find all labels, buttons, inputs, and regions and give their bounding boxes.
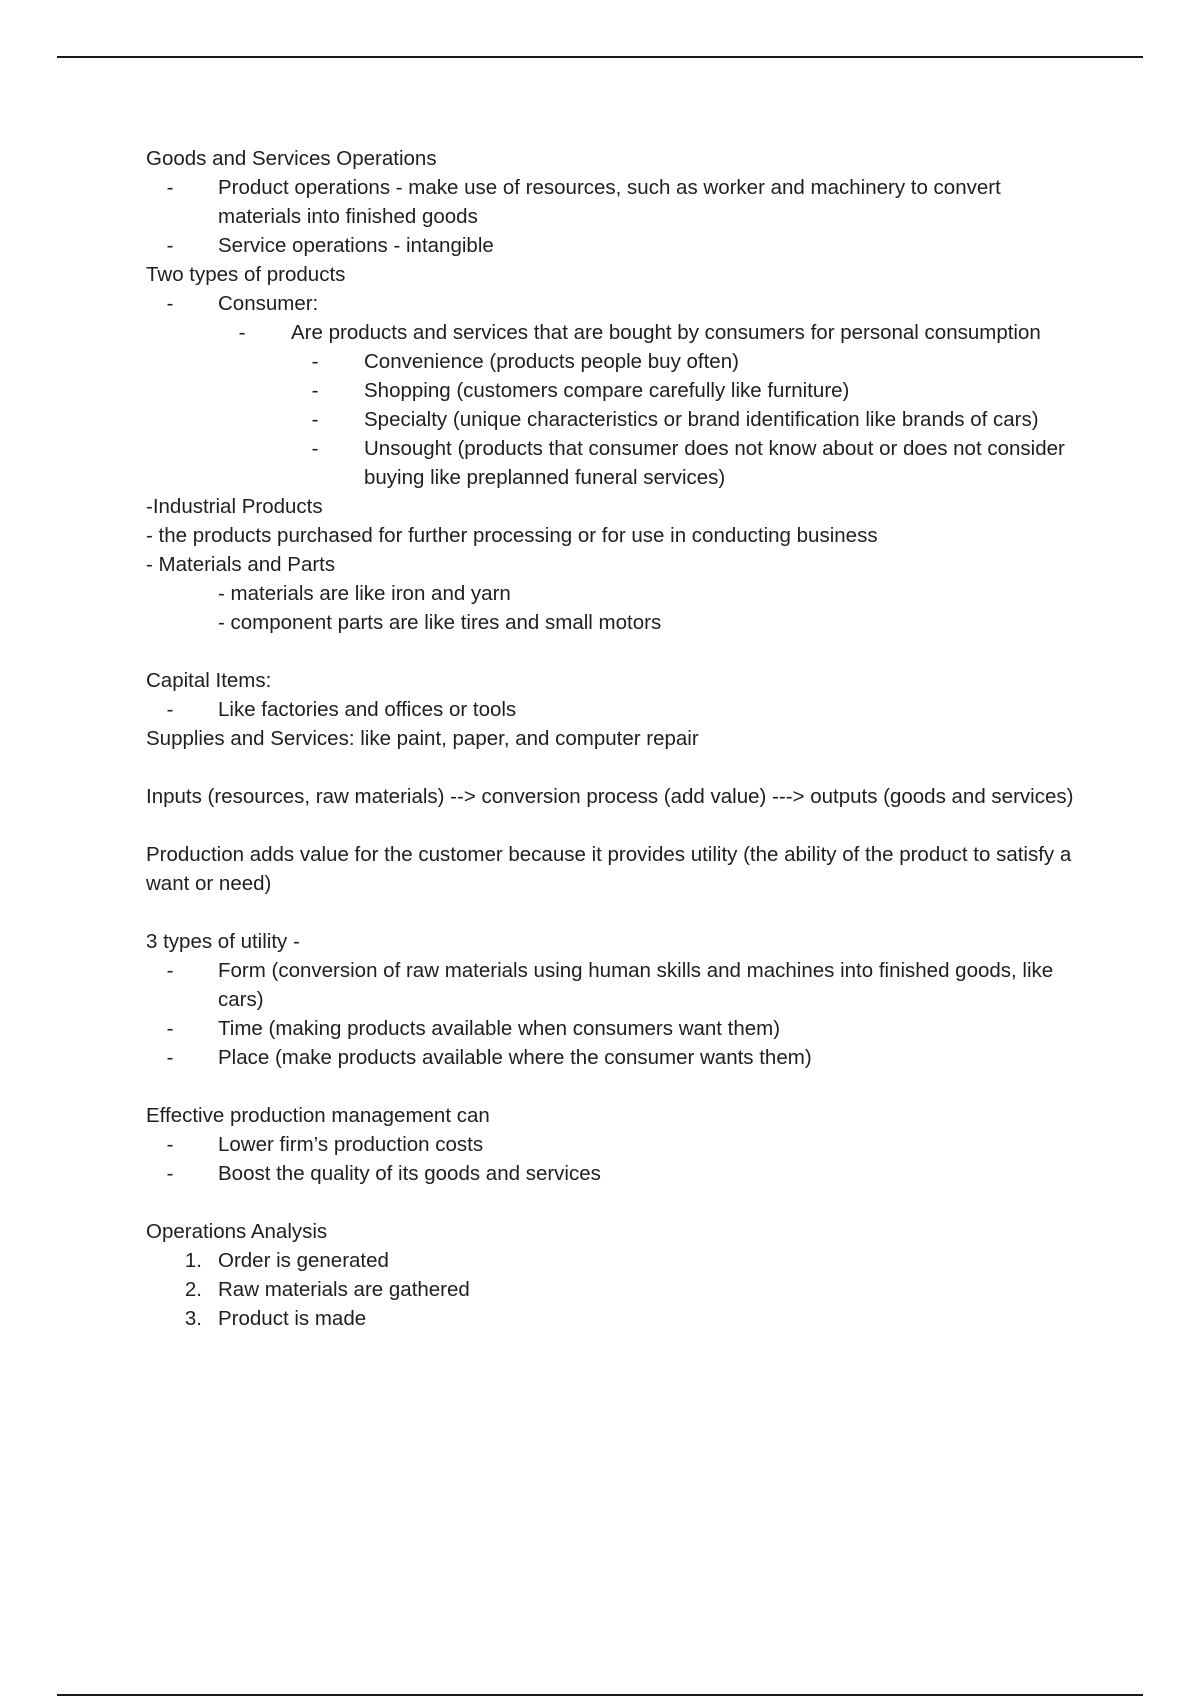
list-item: - Unsought (products that consumer does not know about or does not consider buying like preplanned funeral services): [146, 434, 1086, 492]
spacer: [146, 753, 1086, 782]
industrial-definition-line: - the products purchased for further processing or for use in conducting business: [146, 524, 878, 547]
list-item: - Specialty (unique characteristics or brand identification like brands of cars): [146, 405, 1086, 434]
operations-analysis-heading: Operations Analysis: [146, 1220, 328, 1243]
bullet-marker: -: [166, 1162, 174, 1185]
supplies-services-line: Supplies and Services: like paint, paper, and computer repair: [146, 727, 699, 750]
list-item: - Shopping (customers compare carefully like furniture): [146, 376, 1086, 405]
spacer: [146, 811, 1086, 840]
materials-example-line: - materials are like iron and yarn: [218, 582, 511, 605]
bullet-marker: -: [166, 1133, 174, 1156]
bullet-marker: -: [166, 959, 174, 982]
bullet-marker: -: [166, 176, 174, 199]
spacer: [146, 1188, 1086, 1217]
list-item: - Like factories and offices or tools: [146, 695, 1086, 724]
numbered-item: 1. Order is generated: [146, 1246, 1086, 1275]
list-item: - Consumer:: [146, 289, 1086, 318]
production-paragraph: Production adds value for the customer because it provides utility (the ability of the product to satisfy a want or need): [146, 843, 1072, 895]
bullet-marker: -: [311, 437, 319, 460]
spacer: [146, 898, 1086, 927]
capital-items-heading: Capital Items:: [146, 669, 272, 692]
document-body: [146, 144, 1086, 1333]
bullet-marker: -: [166, 292, 174, 315]
list-item: - Product operations - make use of resources, such as worker and machinery to convert materials into finished goods: [146, 173, 1086, 231]
list-item: - Service operations - intangible: [146, 231, 1086, 260]
bullet-marker: -: [238, 321, 246, 344]
goods-services-heading: Goods and Services Operations: [146, 147, 437, 170]
bullet-marker: -: [311, 408, 319, 431]
industrial-products-line: -Industrial Products: [146, 495, 323, 518]
list-item: - Place (make products available where the consumer wants them): [146, 1043, 1086, 1072]
bullet-marker: -: [166, 1017, 174, 1040]
bullet-marker: -: [311, 350, 319, 373]
materials-parts-line: - Materials and Parts: [146, 553, 336, 576]
list-item: - Form (conversion of raw materials using human skills and machines into finished goods, like cars): [146, 956, 1086, 1014]
component-parts-line: - component parts are like tires and small motors: [218, 611, 662, 634]
bullet-marker: -: [166, 1046, 174, 1069]
bottom-rule: [57, 1694, 1143, 1696]
utility-heading: 3 types of utility -: [146, 930, 300, 953]
spacer: [146, 1072, 1086, 1101]
bullet-marker: -: [166, 698, 174, 721]
number-marker: 2.: [184, 1278, 202, 1301]
list-item: - Convenience (products people buy often): [146, 347, 1086, 376]
inputs-paragraph: Inputs (resources, raw materials) --> conversion process (add value) ---> outputs (goods and services): [146, 785, 1074, 808]
number-marker: 1.: [184, 1249, 202, 1272]
numbered-item: 2. Raw materials are gathered: [146, 1275, 1086, 1304]
numbered-item: 3. Product is made: [146, 1304, 1086, 1333]
number-marker: 3.: [184, 1307, 202, 1330]
effective-management-heading: Effective production management can: [146, 1104, 490, 1127]
bullet-marker: -: [311, 379, 319, 402]
two-types-heading: Two types of products: [146, 263, 346, 286]
spacer: [146, 637, 1086, 666]
top-rule: [57, 56, 1143, 58]
bullet-marker: -: [166, 234, 174, 257]
list-item: - Time (making products available when consumers want them): [146, 1014, 1086, 1043]
list-item: - Boost the quality of its goods and services: [146, 1159, 1086, 1188]
list-item: - Lower firm’s production costs: [146, 1130, 1086, 1159]
list-item: - Are products and services that are bought by consumers for personal consumption: [146, 318, 1086, 347]
